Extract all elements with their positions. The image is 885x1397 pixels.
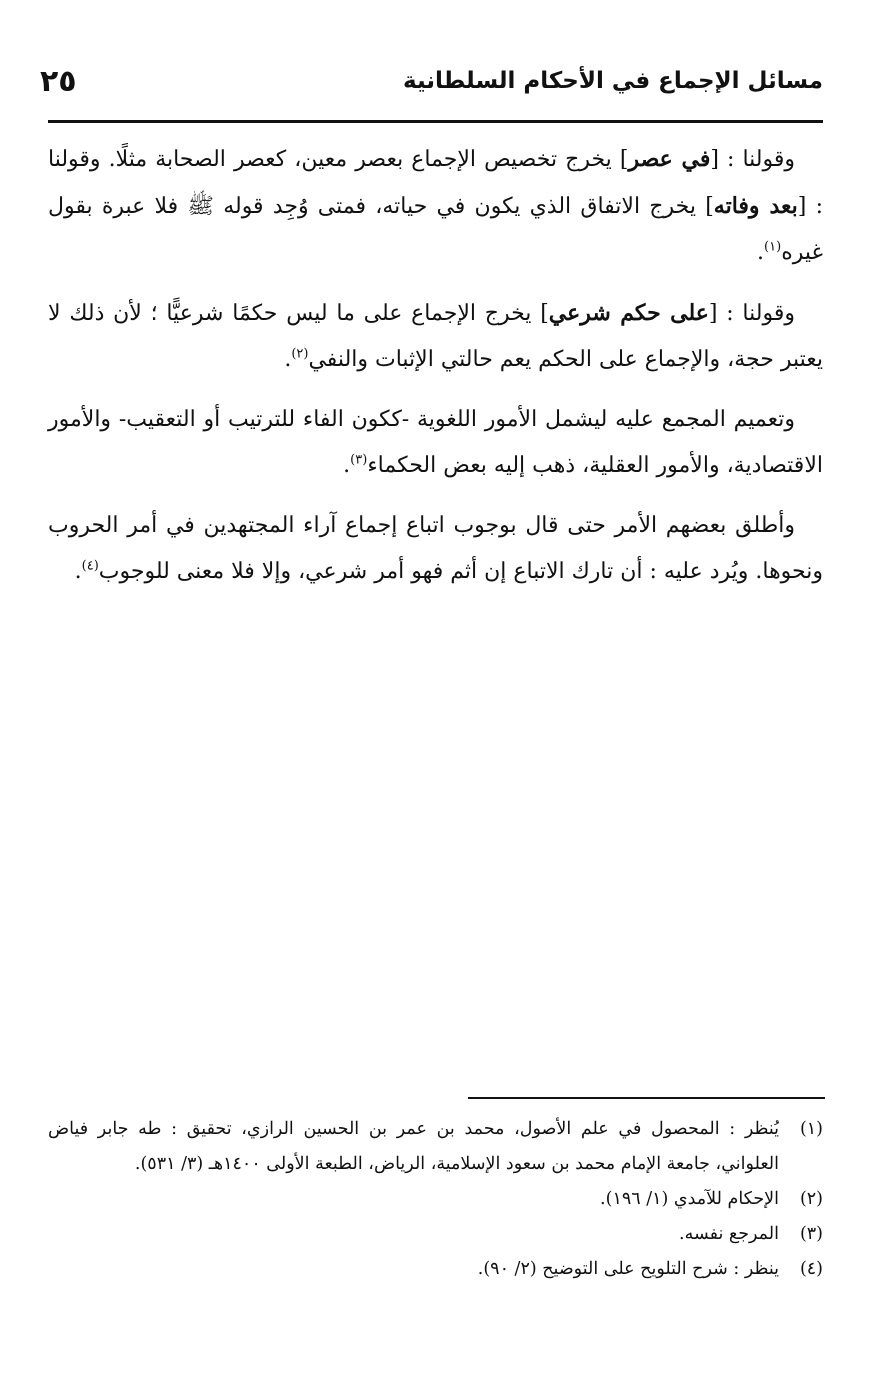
running-header xyxy=(40,62,823,116)
footnote-number: (٤) xyxy=(799,1259,823,1279)
paragraph-2-intro: وقولنا : [ xyxy=(708,301,795,326)
paragraph-4-end: . xyxy=(74,559,82,584)
page-number: ٢٥ xyxy=(40,64,77,99)
paragraph-1-intro: وقولنا : [ xyxy=(710,147,796,172)
paragraph-3 xyxy=(48,397,823,489)
paragraph-1-end: . xyxy=(757,240,765,265)
paragraph-2-text: ] يخرج الإجماع على ما ليس حكمًا شرعيًّا ؛ لأن ذلك لا يعتبر حجة، والإجماع على الحكم يعم حالتي الإثبات والنفي xyxy=(48,301,823,372)
footnote-ref-1[interactable]: (١) xyxy=(764,239,782,255)
footnote-ref-2[interactable]: (٢) xyxy=(291,346,309,362)
paragraph-4 xyxy=(48,503,823,595)
footnote-2 xyxy=(48,1182,823,1217)
footnote-text: ينظر : شرح التلويح على التوضيح (٢/ ٩٠). xyxy=(477,1259,779,1279)
paragraph-1-text-b: ] يخرج الاتفاق الذي يكون في حياته، فمتى وُجِد قوله ﷺ فلا عبرة بقول غيره xyxy=(48,194,823,265)
footnote-divider xyxy=(468,1097,825,1099)
paragraph-4-text: وأطلق بعضهم الأمر حتى قال بوجوب اتباع إجماع آراء المجتهدين في أمر الحروب ونحوها. ويُرد عليه : أن تارك الاتباع إن أثم فهو أمر شرعي، وإلا فلا معنى للوجوب xyxy=(48,513,823,584)
footnotes xyxy=(48,1112,823,1287)
header-divider xyxy=(48,120,823,123)
paragraph-1 xyxy=(48,136,823,276)
footnote-number: (٣) xyxy=(799,1224,823,1244)
footnote-4 xyxy=(48,1252,823,1287)
footnote-text: يُنظر : المحصول في علم الأصول، محمد بن عمر بن الحسين الرازي، تحقيق : طه جابر فياض العلواني، جامعة الإمام محمد بن سعود الإسلامية، الرياض، الطبعة الأولى ١٤٠٠هـ (٣/ ٥٣١). xyxy=(48,1119,779,1174)
term-legal-ruling: على حكم شرعي xyxy=(548,300,709,326)
footnote-ref-4[interactable]: (٤) xyxy=(81,558,99,574)
footnote-number: (٢) xyxy=(799,1189,823,1209)
paragraph-3-text: وتعميم المجمع عليه ليشمل الأمور اللغوية -ككون الفاء للترتيب أو التعقيب- والأمور الاقتصادية، والأمور العقلية، ذهب إليه بعض الحكماء xyxy=(48,407,823,478)
running-title: مسائل الإجماع في الأحكام السلطانية xyxy=(403,68,823,94)
footnote-3 xyxy=(48,1217,823,1252)
footnote-ref-3[interactable]: (٣) xyxy=(350,452,368,468)
term-after-death: بعد وفاته xyxy=(713,193,798,219)
main-text xyxy=(48,136,823,609)
footnote-text: المرجع نفسه. xyxy=(679,1224,779,1244)
footnote-text: الإحكام للآمدي (١/ ١٩٦). xyxy=(600,1189,779,1209)
term-in-era: في عصر xyxy=(628,146,711,172)
footnote-1 xyxy=(48,1112,823,1182)
paragraph-2-end: . xyxy=(284,347,292,372)
paragraph-1-text-a: ] يخرج تخصيص الإجماع بعصر معين، كعصر الصحابة مثلًا. وقولنا : [ xyxy=(48,147,823,219)
footnote-number: (١) xyxy=(799,1119,823,1139)
paragraph-2 xyxy=(48,290,823,383)
paragraph-3-end: . xyxy=(343,453,351,478)
